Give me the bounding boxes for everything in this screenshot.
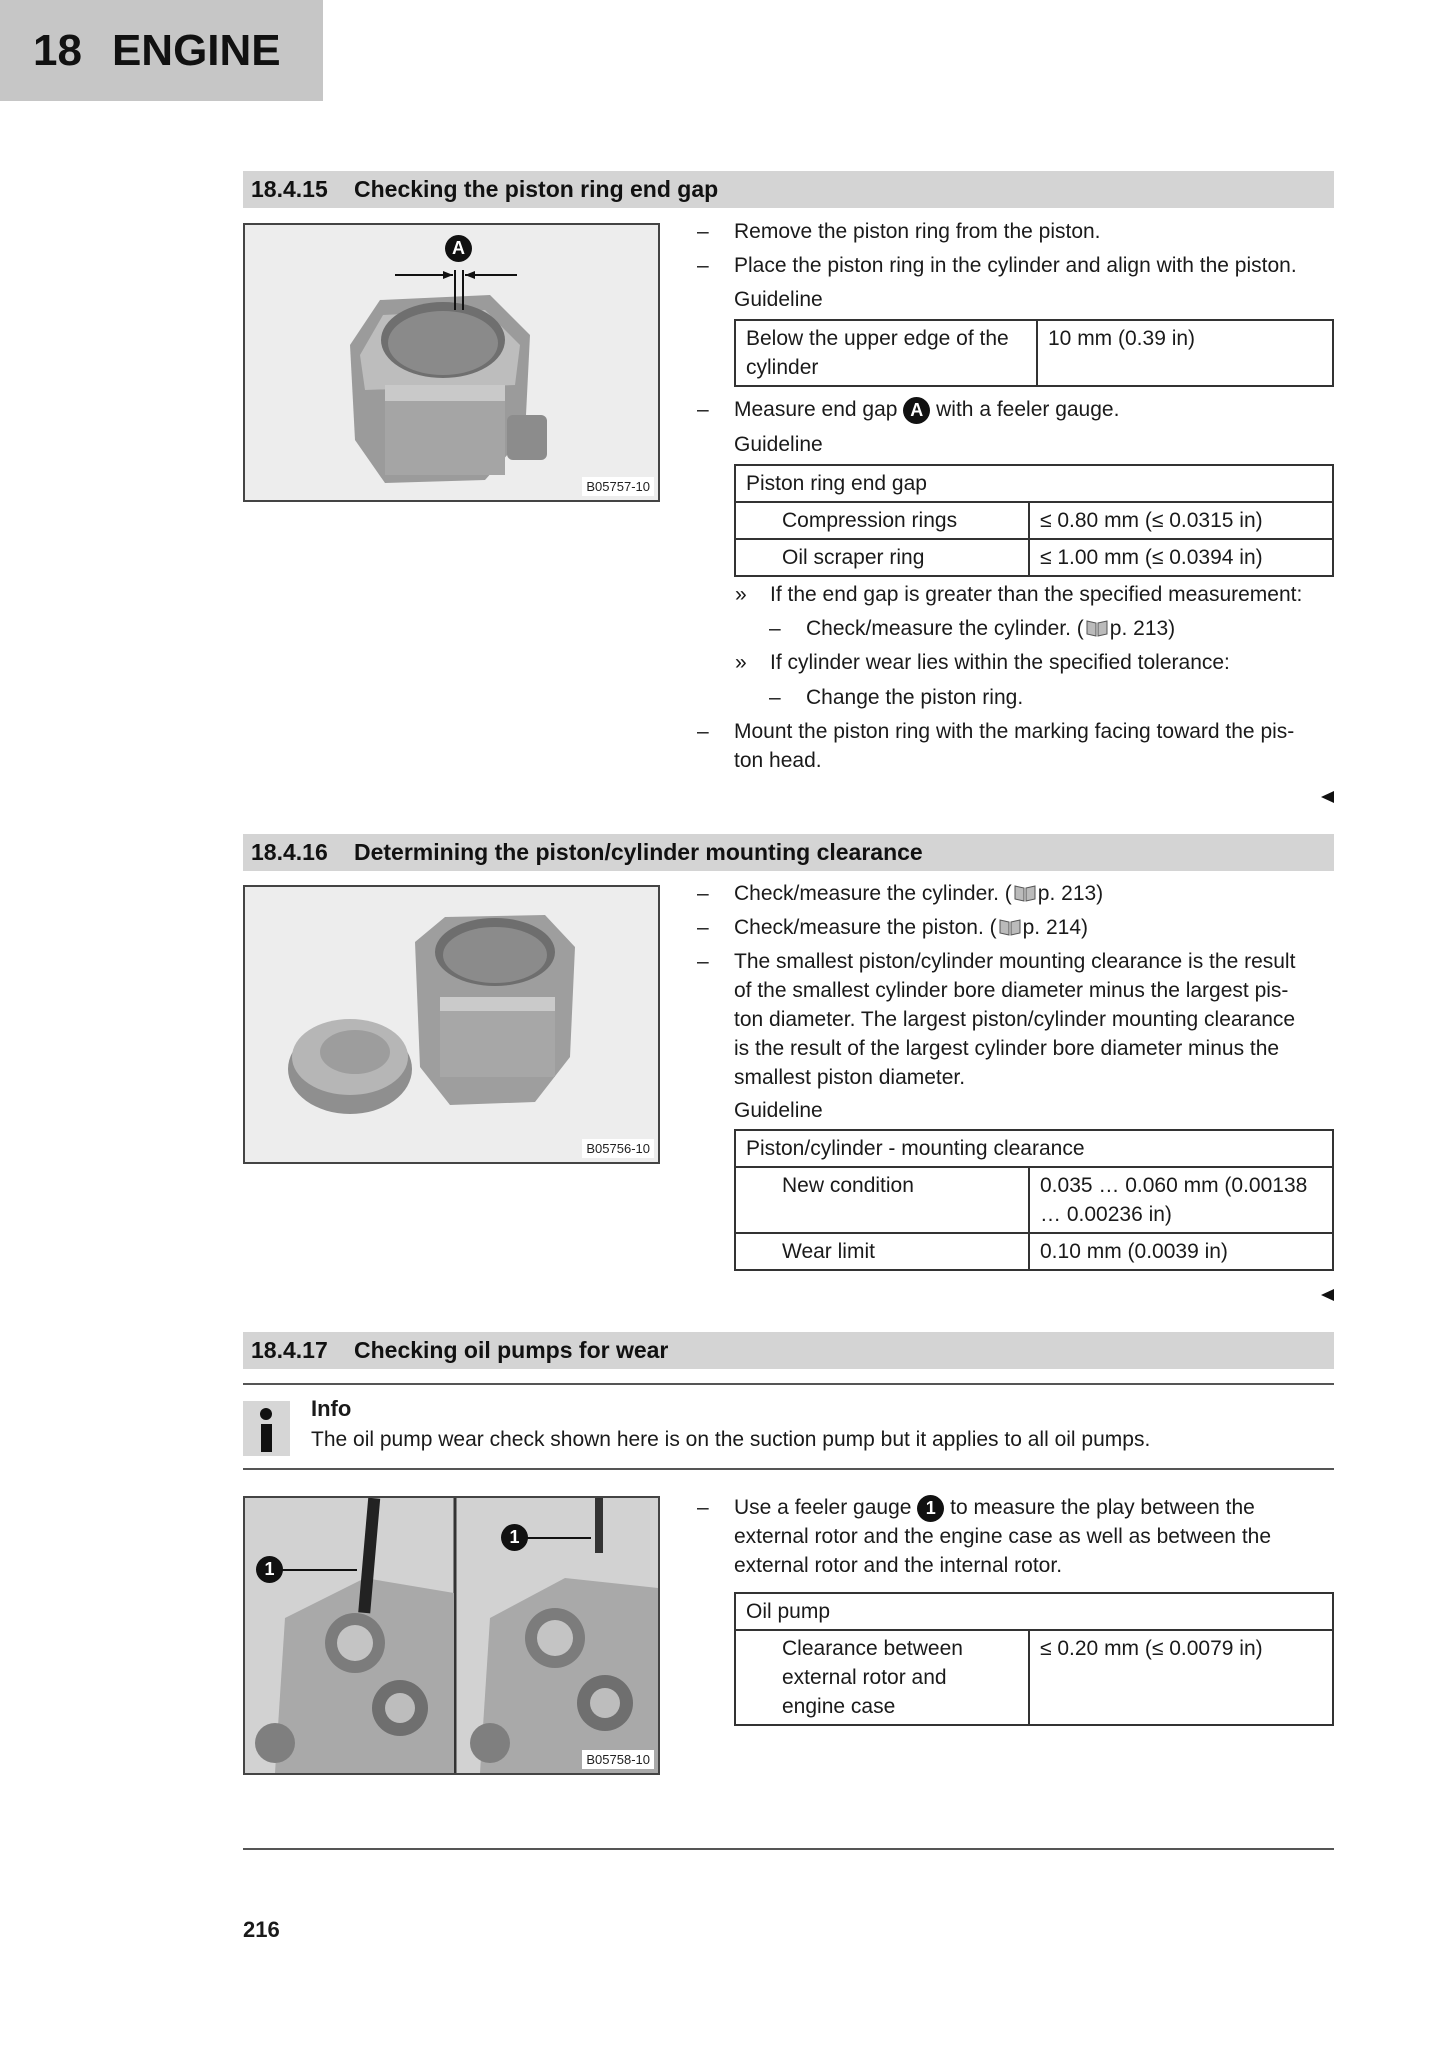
step-check-cylinder: – Check/measure the cylinder. ( p. 213) [734,879,1103,908]
table-mounting-clearance [734,1129,1334,1271]
page-number: 216 [243,1917,280,1942]
table-param: Below the upper edge of the cylinder [735,320,1037,386]
guideline-label: Guideline [734,1099,823,1122]
section-heading-18-4-17 [243,1332,1334,1369]
step-place-ring: – Place the piston ring in the cylinder and align with the piston. [734,251,1297,280]
table-row-label: Compression rings [735,502,1029,539]
step-clearance-explanation: – The smallest piston/cylinder mounting clearance is the result of the smallest cylinder bore diameter minus the largest pis- ton diameter. The largest piston/cylinder mounting clearance is the result of the largest cylinder bore diameter minus the smallest piston diameter. [734,947,1295,1092]
section-number: 18.4.16 [251,839,328,865]
info-title: Info [311,1396,352,1421]
callout-1-badge-left: 1 [256,1556,283,1583]
condition-wear-within-tolerance: » If cylinder wear lies within the specified tolerance: [770,648,1230,677]
book-icon [1086,619,1108,637]
condition-end-gap-greater: » If the end gap is greater than the specified measurement: [770,580,1302,609]
figure-code: B05758-10 [582,1750,654,1769]
callout-a-inline: A [903,397,930,424]
callout-1-inline: 1 [917,1495,944,1522]
guideline-label: Guideline [734,288,823,311]
section-number: 18.4.15 [251,176,328,202]
table-row-label: Clearance between external rotor and engine case [735,1630,1029,1725]
guideline-label: Guideline [734,433,823,456]
chapter-title: ENGINE [111,25,281,75]
figure-oil-pump [243,1496,660,1775]
action-check-cylinder: – Check/measure the cylinder. ( p. 213) [806,614,1175,643]
table-row-value: ≤ 0.80 mm (≤ 0.0315 in) [1029,502,1333,539]
info-divider-bottom [243,1468,1334,1470]
table-header: Piston ring end gap [735,465,1333,502]
oil-pump-illustration [245,1498,658,1773]
table-row-value: 0.035 … 0.060 mm (0.00138 … 0.00236 in) [1029,1167,1333,1233]
cylinder-illustration [245,225,658,500]
chapter-tab [0,0,323,101]
section-heading-18-4-15 [243,171,1334,208]
info-text: The oil pump wear check shown here is on the suction pump but it applies to all oil pumps. [311,1428,1151,1451]
section-number: 18.4.17 [251,1337,328,1363]
info-divider-top [243,1383,1334,1385]
chapter-number: 18 [33,25,82,75]
table-header: Piston/cylinder - mounting clearance [735,1130,1333,1167]
info-icon [243,1401,290,1456]
table-row-label: Oil scraper ring [735,539,1029,576]
table-row-value: 0.10 mm (0.0039 in) [1029,1233,1333,1270]
figure-cylinder-end-gap [243,223,660,502]
table-value: 10 mm (0.39 in) [1037,320,1333,386]
callout-a-badge: A [445,235,472,262]
page-ref-link[interactable]: p. 213) [1109,617,1176,640]
section-end-marker [1321,1289,1334,1301]
piston-cylinder-illustration [245,887,658,1162]
action-change-ring: – Change the piston ring. [806,683,1023,712]
figure-piston-cylinder [243,885,660,1164]
step-measure-end-gap: – Measure end gap A with a feeler gauge. [734,395,1119,424]
step-check-piston: – Check/measure the piston. ( p. 214) [734,913,1088,942]
table-row-label: Wear limit [735,1233,1029,1270]
table-end-gap [734,464,1334,577]
table-upper-edge [734,319,1334,387]
footer-rule [243,1848,1334,1850]
section-end-marker [1321,791,1334,803]
section-title: Determining the piston/cylinder mounting clearance [354,839,923,865]
page-ref-link[interactable]: p. 213) [1037,882,1104,905]
callout-1-badge-right: 1 [501,1524,528,1551]
table-oil-pump [734,1592,1334,1726]
figure-code: B05757-10 [582,477,654,496]
table-row-value: ≤ 1.00 mm (≤ 0.0394 in) [1029,539,1333,576]
step-remove-ring: – Remove the piston ring from the piston. [734,217,1101,246]
figure-code: B05756-10 [582,1139,654,1158]
section-heading-18-4-16 [243,834,1334,871]
step-feeler-gauge: – Use a feeler gauge 1 to measure the play between the external rotor and the engine case as well as between the external rotor and the internal rotor. [734,1493,1271,1580]
section-title: Checking the piston ring end gap [354,176,719,202]
table-row-value: ≤ 0.20 mm (≤ 0.0079 in) [1029,1630,1333,1725]
table-row-label: New condition [735,1167,1029,1233]
page-ref-link[interactable]: p. 214) [1022,916,1089,939]
book-icon [999,918,1021,936]
table-header: Oil pump [735,1593,1333,1630]
step-mount-ring: – Mount the piston ring with the marking facing toward the pis- ton head. [734,717,1294,775]
book-icon [1014,884,1036,902]
section-title: Checking oil pumps for wear [354,1337,669,1363]
